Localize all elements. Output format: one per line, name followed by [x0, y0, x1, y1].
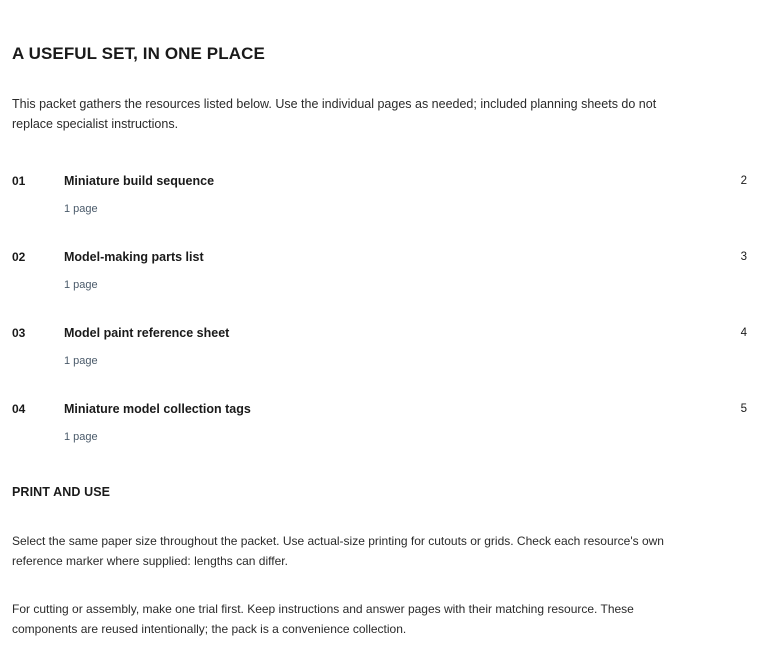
item-page-count: 1 page [64, 355, 98, 367]
item-title: Miniature model collection tags [64, 402, 251, 416]
item-page-number: 2 [740, 175, 747, 187]
contents-item[interactable] [12, 326, 748, 376]
item-number: 03 [12, 326, 26, 340]
item-page-count: 1 page [64, 279, 98, 291]
item-page-count: 1 page [64, 431, 98, 443]
item-number: 04 [12, 402, 26, 416]
assembly-instructions-paragraph: For cutting or assembly, make one trial first. Keep instructions and answer pages with their matching resource. These components are reused intentionally; the pack is a convenience collection. [12, 602, 634, 636]
intro-paragraph: This packet gathers the resources listed below. Use the individual pages as needed; included planning sheets do not replace specialist instructions. [12, 97, 657, 131]
item-page-count: 1 page [64, 203, 98, 215]
print-instructions-paragraph: Select the same paper size throughout the packet. Use actual-size printing for cutouts or grids. Check each resource's own reference marker where supplied: lengths can differ. [12, 534, 664, 568]
item-title: Model paint reference sheet [64, 326, 230, 340]
item-number: 02 [12, 250, 26, 264]
item-page-number: 4 [740, 327, 747, 339]
item-page-number: 5 [740, 403, 747, 415]
item-title: Miniature build sequence [64, 174, 215, 188]
contents-item[interactable] [12, 250, 748, 300]
print-and-use-heading: PRINT AND USE [12, 485, 111, 499]
item-number: 01 [12, 174, 26, 188]
contents-item[interactable] [12, 174, 748, 224]
contents-item[interactable] [12, 402, 748, 452]
item-title: Model-making parts list [64, 250, 204, 264]
page-title: A USEFUL SET, IN ONE PLACE [12, 44, 265, 63]
item-page-number: 3 [740, 251, 747, 263]
